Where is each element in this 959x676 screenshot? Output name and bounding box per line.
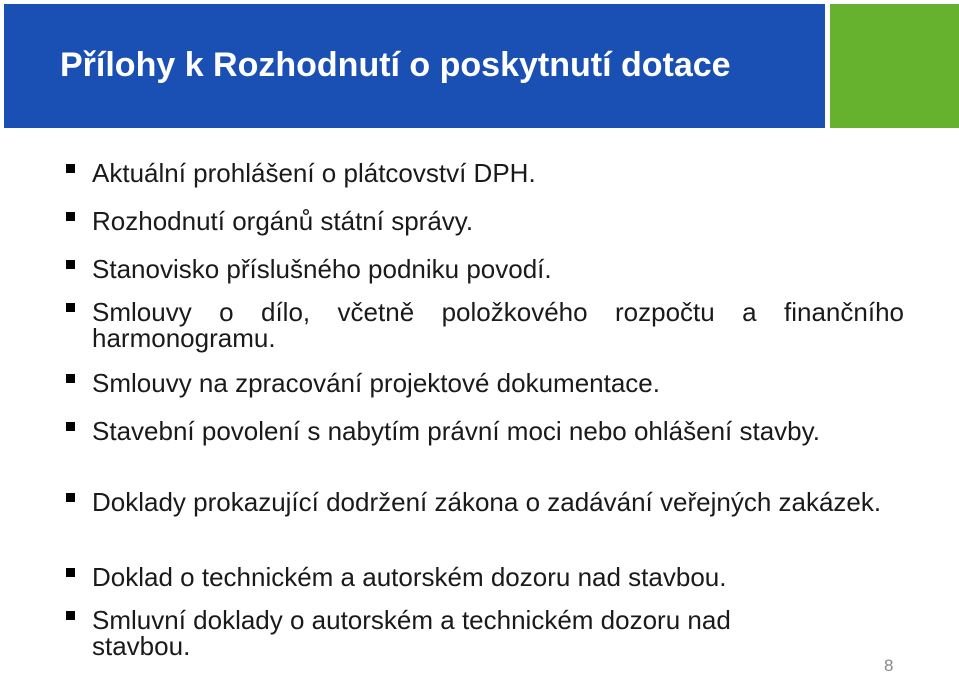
bullet-icon bbox=[66, 164, 75, 173]
bullet-icon bbox=[66, 611, 75, 620]
list-item: Aktuální prohlášení o plátcovství DPH. bbox=[92, 158, 536, 188]
bullet-icon bbox=[66, 303, 75, 312]
list-item: Stavební povolení s nabytím právní moci nebo ohlášení stavby. bbox=[92, 416, 820, 446]
bullet-icon bbox=[66, 422, 75, 431]
list-item: Rozhodnutí orgánů státní správy. bbox=[92, 206, 474, 236]
bullet-icon bbox=[66, 374, 75, 383]
page-number: 8 bbox=[884, 656, 894, 675]
bullet-icon bbox=[66, 568, 75, 577]
list-item: Doklad o technickém a autorském dozoru nad stavbou. bbox=[92, 562, 727, 592]
list-item: Smlouvy na zpracování projektové dokumentace. bbox=[92, 368, 660, 398]
slide-title: Přílohy k Rozhodnutí o poskytnutí dotace bbox=[60, 46, 731, 84]
list-item: Stanovisko příslušného podniku povodí. bbox=[92, 254, 552, 284]
bullet-icon bbox=[66, 493, 75, 502]
bullet-icon bbox=[66, 212, 75, 221]
list-item: Smlouvy o dílo, včetně položkového rozpočtu a finančního harmonogramu. bbox=[92, 297, 904, 353]
bullet-icon bbox=[66, 260, 75, 269]
list-item: Smluvní doklady o autorském a technickém dozoru nad stavbou. bbox=[92, 605, 731, 661]
list-item: Doklady prokazující dodržení zákona o zadávání veřejných zakázek. bbox=[92, 487, 882, 517]
